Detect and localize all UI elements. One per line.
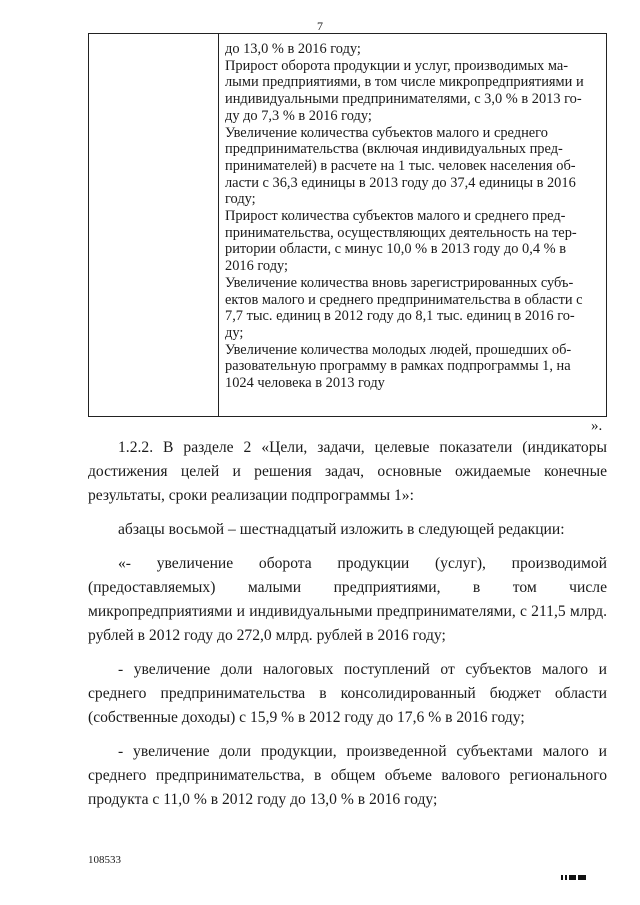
table-line: предпринимательства (включая индивидуальных пред- — [225, 141, 563, 158]
table-line: Увеличение количества субъектов малого и среднего — [225, 124, 548, 141]
body-paragraph: - увеличение доли продукции, произведенной субъектами малого и среднего предпринимательства, в общем объеме валового регионального продукта с 11,0 % в 2012 году до 13,0 % в 2016 году; — [88, 743, 607, 808]
indicator-table — [88, 33, 607, 417]
body-paragraph: 1.2.2. В разделе 2 «Цели, задачи, целевые показатели (индикаторы достижения целей и решения задач, основные ожидаемые конечные результаты, сроки реализации подпрограммы 1»: — [88, 439, 607, 504]
table-line: Прирост оборота продукции и услуг, производимых ма- — [225, 57, 569, 74]
table-line: принимателей) в расчете на 1 тыс. человек населения об- — [225, 157, 576, 174]
table-line: ласти с 36,3 единицы в 2013 году до 37,4 единицы в 2016 — [225, 174, 576, 191]
table-line: ритории области, с минус 10,0 % в 2013 году до 0,4 % в — [225, 241, 567, 258]
table-line: Прирост количества субъектов малого и среднего пред- — [225, 208, 566, 225]
table-line: ектов малого и среднего предпринимательства в области с — [225, 291, 583, 308]
amendment-text — [88, 436, 607, 812]
table-indicators-cell — [225, 41, 597, 392]
table-line: году; — [225, 191, 256, 208]
body-paragraph: «- увеличение оборота продукции (услуг), производимой (предоставляемых) малыми предприятиями, в том числе микропредприятиями и индивидуальными предпринимателями, с 211,5 млрд. рублей в 2012 году до 272,0 млрд. рублей в 2016 году; — [88, 555, 607, 644]
table-line: принимательства, осуществляющих деятельность на тер- — [225, 224, 577, 241]
page-number: 7 — [317, 19, 323, 33]
table-line: Увеличение количества молодых людей, прошедших об- — [225, 341, 572, 358]
table-line: 1024 человека в 2013 году — [225, 375, 385, 392]
table-line: ду до 7,3 % в 2016 году; — [225, 107, 372, 124]
table-line: 7,7 тыс. единиц в 2012 году до 8,1 тыс. единиц в 2016 го- — [225, 308, 575, 325]
table-column-divider — [218, 34, 219, 416]
body-paragraph: абзацы восьмой – шестнадцатый изложить в следующей редакции: — [118, 521, 565, 538]
body-paragraph: - увеличение доли налоговых поступлений от субъектов малого и среднего предпринимательства в консолидированный бюджет области (собственные доходы) с 15,9 % в 2012 году до 17,6 % в 2016 году; — [88, 661, 607, 726]
table-line: до 13,0 % в 2016 году; — [225, 41, 361, 57]
table-line: индивидуальными предпринимателями, с 3,0 % в 2013 го- — [225, 91, 582, 108]
table-line: лыми предприятиями, в том числе микропредприятиями и — [225, 74, 584, 91]
table-line: ду; — [225, 324, 244, 341]
table-line: разовательную программу в рамках подпрограммы 1, на — [225, 358, 571, 375]
scan-mark-icon — [561, 875, 586, 880]
table-line: Увеличение количества вновь зарегистрированных субъ- — [225, 274, 574, 291]
closing-quote: ». — [591, 418, 603, 434]
document-code: 108533 — [88, 854, 121, 866]
table-line: 2016 году; — [225, 258, 289, 275]
